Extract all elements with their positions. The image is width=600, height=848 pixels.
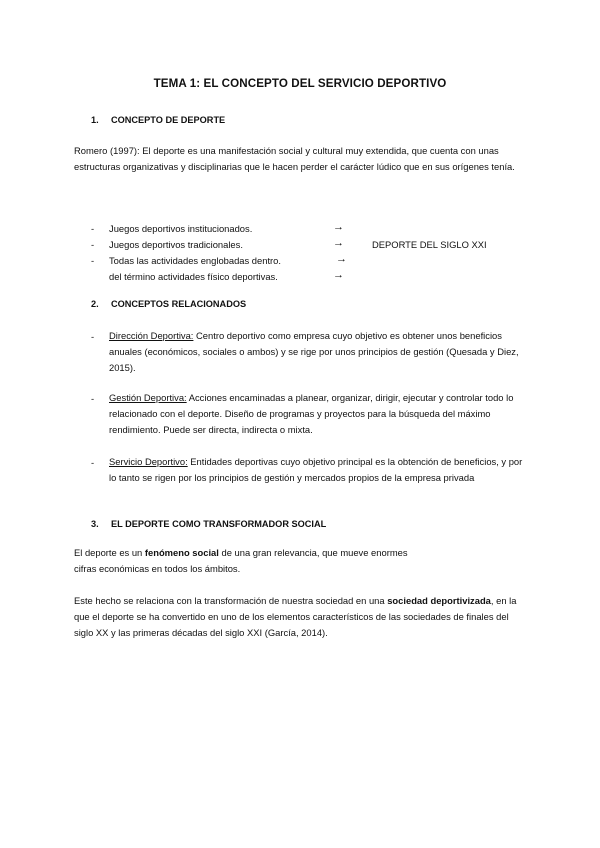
section-2-number: 2.: [91, 299, 99, 309]
section-1-number: 1.: [91, 115, 99, 125]
section-3-heading: [91, 519, 326, 529]
concept-term: Servicio Deportivo:: [109, 456, 188, 467]
deporte-siglo-xxi: DEPORTE DEL SIGLO XXI: [372, 239, 487, 250]
section-2-title: CONCEPTOS RELACIONADOS: [111, 299, 247, 309]
section-3-paragraph-1-line-2: cifras económicas en todos los ámbitos.: [74, 563, 241, 574]
right-arrow-icon: →: [333, 269, 344, 281]
list-bullet: -: [91, 223, 95, 234]
list-item: Todas las actividades englobadas dentro.: [109, 255, 281, 266]
list-item: Juegos deportivos tradicionales.: [109, 239, 243, 250]
list-item: Juegos deportivos institucionados.: [109, 223, 253, 234]
section-3-title: EL DEPORTE COMO TRANSFORMADOR SOCIAL: [111, 519, 327, 529]
section-1-title: CONCEPTO DE DEPORTE: [111, 115, 226, 125]
concept-item: [109, 328, 529, 376]
text-span: de una gran relevancia, que mueve enormes: [218, 547, 408, 558]
text-span: , en la que el deporte se ha convertido en uno de los elementos característicos de las sociedades de finales del siglo XX y las primeras décadas del siglo XXI (García, 2014).: [74, 595, 517, 638]
list-bullet: -: [91, 255, 95, 266]
section-2-heading: [91, 299, 246, 309]
bold-term: fenómeno social: [144, 547, 219, 558]
concept-term: Gestión Deportiva:: [109, 392, 187, 403]
section-3-paragraph-1-line-1: [74, 547, 408, 558]
concept-item: [109, 454, 529, 486]
list-bullet: -: [91, 239, 95, 250]
bold-term: sociedad deportivizada: [387, 595, 491, 606]
section-1-paragraph: Romero (1997): El deporte es una manifestación social y cultural muy extendida, que cuenta con unas estructuras organizativas y disciplinarias que le hacen perder el carácter lúdico que en sus orígenes tenía.: [74, 145, 515, 172]
concept-definition: Centro deportivo como empresa cuyo objetivo es obtener unos beneficios anuales (económicos, sociales o ambos) y se rige por unos principios de gestión (Quesada y Diez, 2015).: [109, 330, 519, 373]
text-span: El deporte es un: [74, 547, 145, 558]
section-1-heading: [91, 115, 225, 125]
text-span: Este hecho se relaciona con la transformación de nuestra sociedad en una: [74, 595, 388, 606]
list-bullet: -: [91, 457, 95, 468]
section-3-number: 3.: [91, 519, 99, 529]
page-title: TEMA 1: EL CONCEPTO DEL SERVICIO DEPORTIVO: [153, 77, 447, 90]
right-arrow-icon: →: [333, 221, 344, 233]
list-bullet: -: [91, 331, 95, 342]
right-arrow-icon: →: [333, 237, 344, 249]
concept-definition: Entidades deportivas cuyo objetivo principal es la obtención de beneficios, y por lo tanto se rigen por los principios de gestión y mercados propios de la empresa privada: [109, 456, 523, 483]
concept-item: [109, 390, 529, 438]
list-bullet: -: [91, 393, 95, 404]
right-arrow-icon: →: [336, 253, 347, 265]
concept-term: Dirección Deportiva:: [109, 330, 194, 341]
section-3-paragraph-2: [74, 593, 519, 641]
list-item: del término actividades físico deportivas.: [109, 271, 278, 282]
concept-definition: Acciones encaminadas a planear, organizar, dirigir, ejecutar y controlar todo lo relacionado con el deporte. Diseño de programas y proyectos para la búsqueda del máximo rendimiento. Puede ser directa, indirecta o mixta.: [109, 392, 514, 435]
